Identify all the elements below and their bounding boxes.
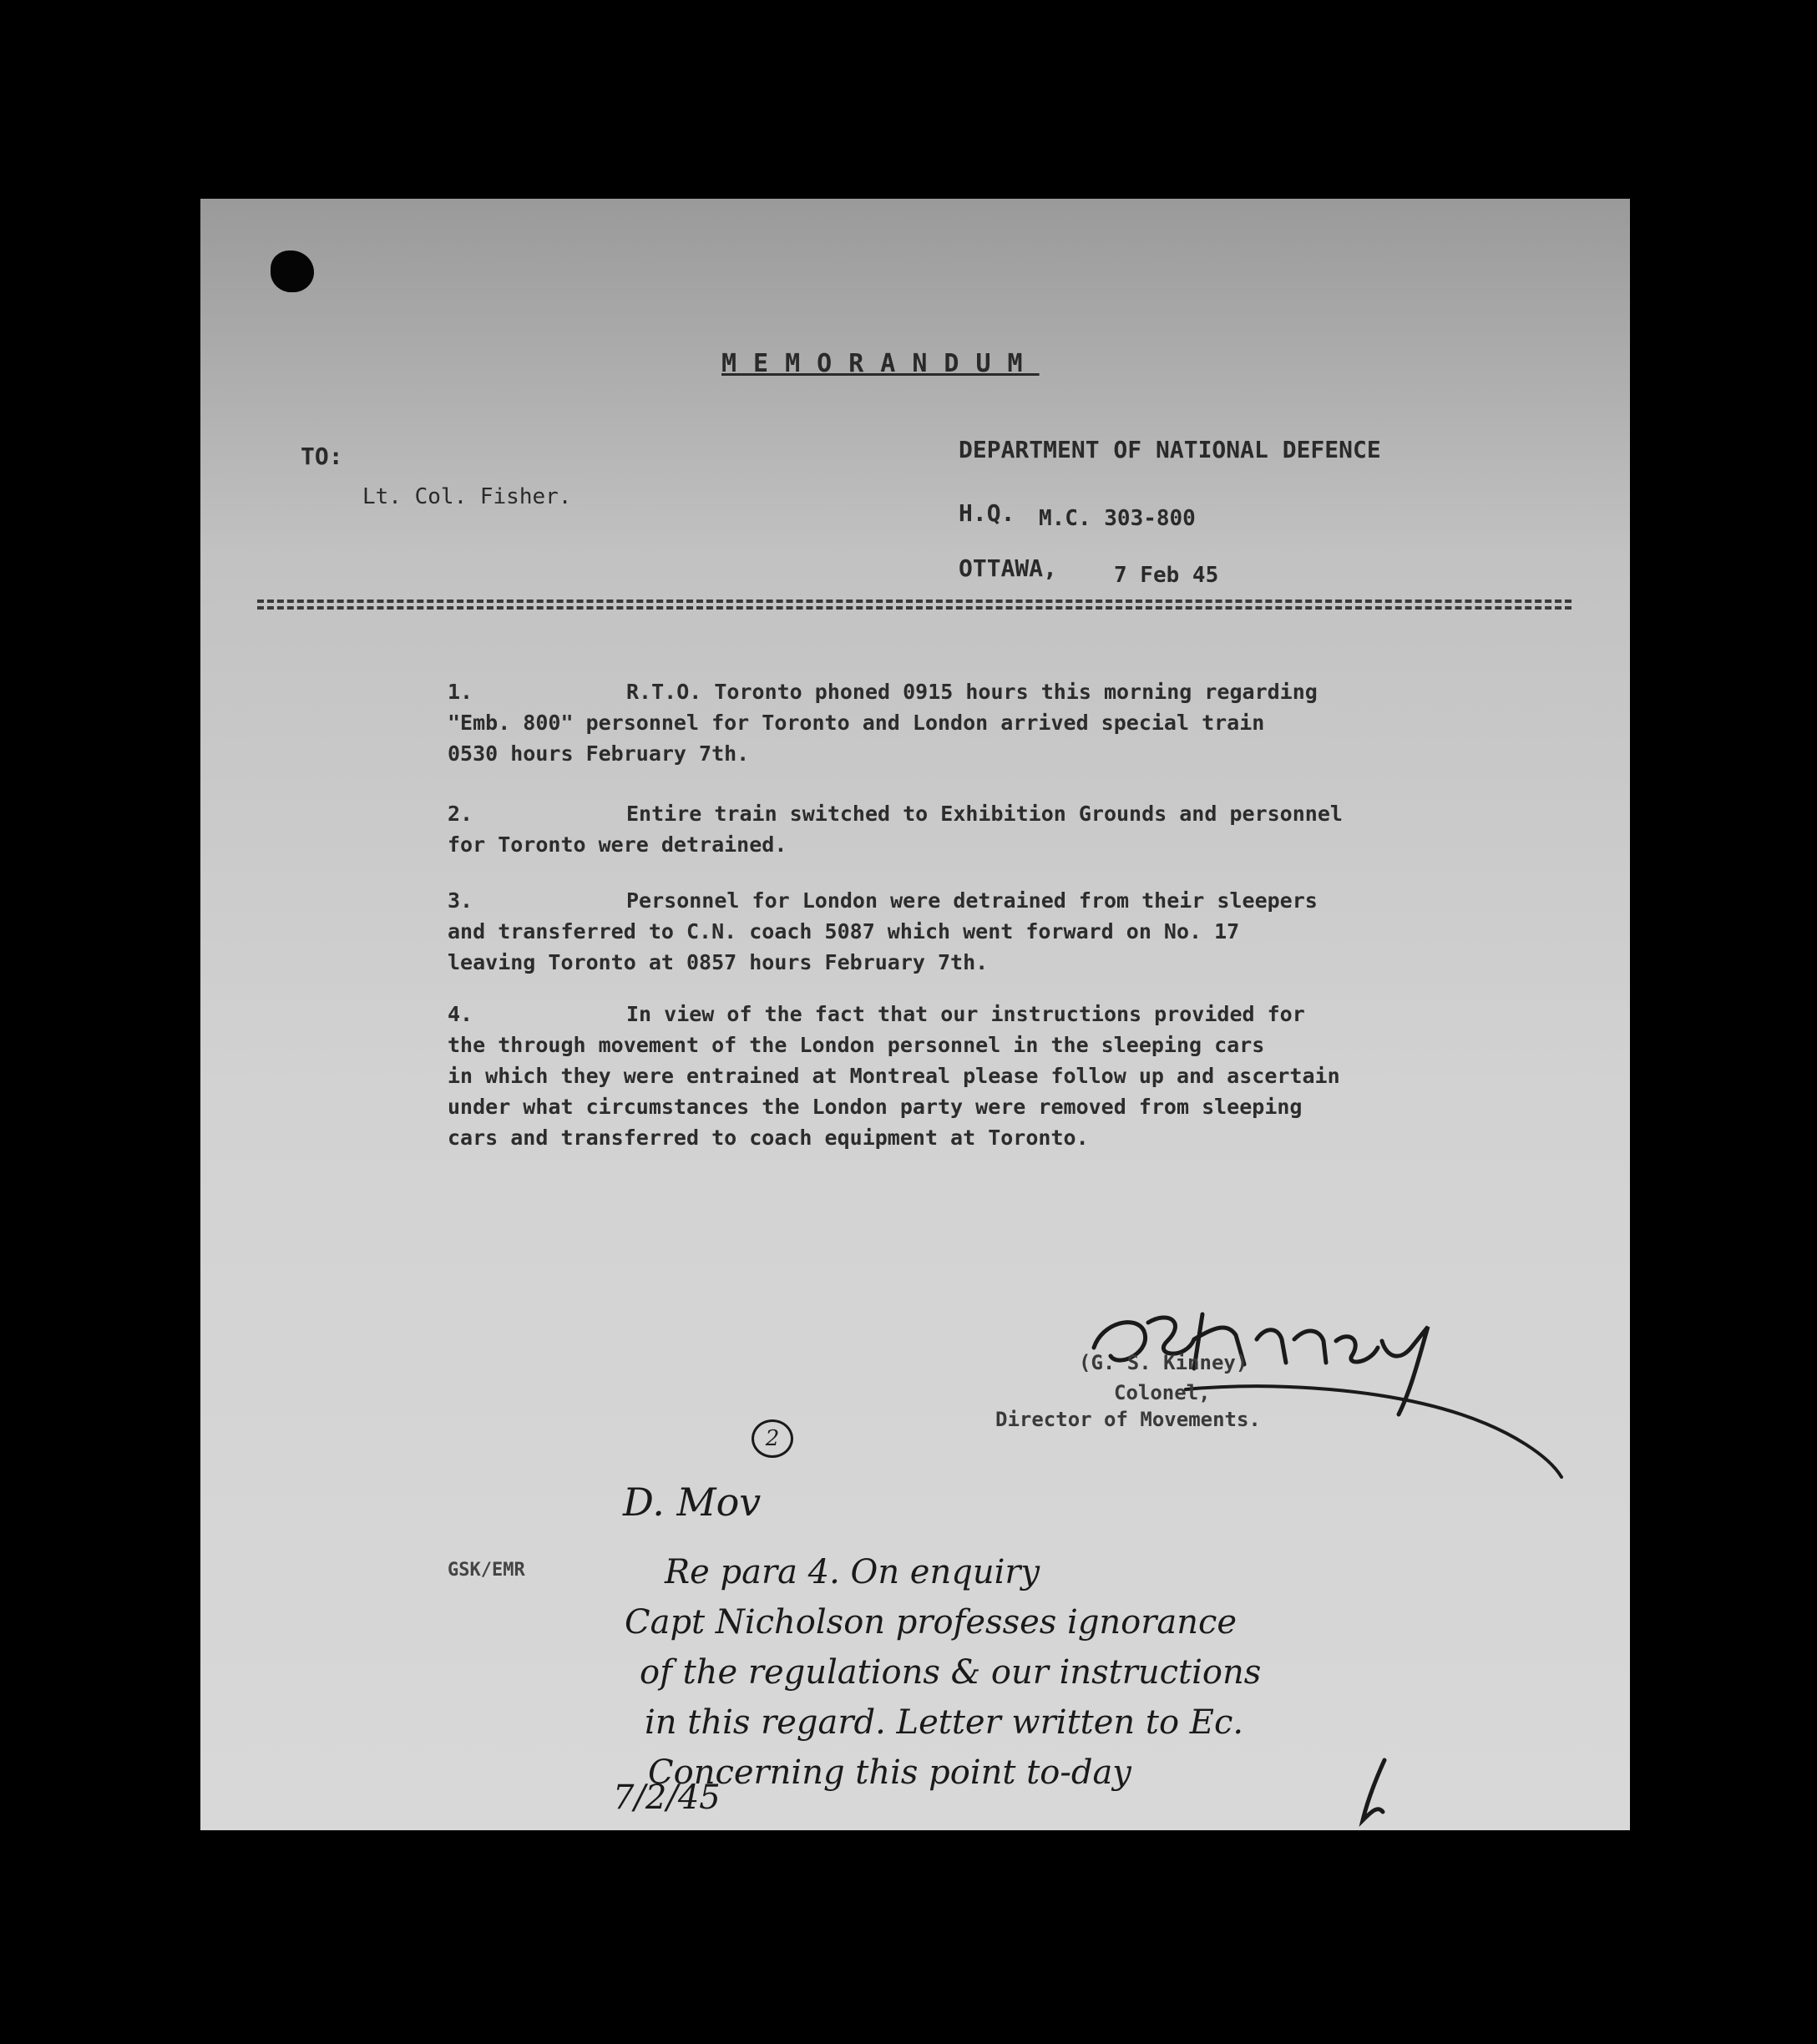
paragraph-line: R.T.O. Toronto phoned 0915 hours this morning regarding — [626, 680, 1318, 704]
paragraph-line: "Emb. 800" personnel for Toronto and London arrived special train — [448, 711, 1265, 735]
punch-hole — [271, 250, 314, 292]
paragraph-number: 2. — [448, 802, 473, 826]
paragraph-3 — [448, 885, 1500, 978]
file-number: M.C. 303-800 — [1039, 506, 1196, 531]
recipient-name: Lt. Col. Fisher. — [362, 484, 572, 509]
signatory-rank: Colonel, — [1114, 1381, 1211, 1404]
memorandum-page — [200, 199, 1630, 1830]
reference-initials: GSK/EMR — [448, 1560, 525, 1581]
paragraph-line: leaving Toronto at 0857 hours February 7th. — [448, 950, 989, 974]
memo-date: 7 Feb 45 — [1114, 563, 1219, 588]
handwritten-line: Capt Nicholson professes ignorance — [625, 1603, 1237, 1642]
paragraph-number: 3. — [448, 888, 473, 913]
paragraph-line: and transferred to C.N. coach 5087 which went forward on No. 17 — [448, 919, 1240, 944]
paragraph-line: in which they were entrained at Montreal please follow up and ascertain — [448, 1064, 1340, 1088]
handwritten-date: 7/2/45 — [613, 1778, 721, 1817]
paragraph-line: 0530 hours February 7th. — [448, 741, 750, 766]
handwritten-addressee: D. Mov — [623, 1480, 762, 1525]
paragraph-line: In view of the fact that our instructions provided for — [626, 1002, 1305, 1026]
paragraph-number: 1. — [448, 680, 473, 704]
paragraph-4 — [448, 999, 1500, 1153]
paragraph-line: under what circumstances the London party were removed from sleeping — [448, 1095, 1303, 1119]
signatory-name: (G. S. Kinney) — [1079, 1351, 1248, 1374]
paragraph-1 — [448, 676, 1500, 769]
handwritten-line: Re para 4. On enquiry — [665, 1553, 1040, 1591]
handwritten-line: Concerning this point to-day — [648, 1753, 1131, 1792]
header-divider — [257, 600, 1572, 603]
paragraph-line: the through movement of the London personnel in the sleeping cars — [448, 1033, 1265, 1057]
paragraph-line: for Toronto were detrained. — [448, 832, 787, 857]
memo-title: MEMORANDUM — [721, 349, 1040, 378]
paragraph-2 — [448, 798, 1500, 860]
paragraph-line: cars and transferred to coach equipment at Toronto. — [448, 1126, 1089, 1150]
department-heading: DEPARTMENT OF NATIONAL DEFENCE — [959, 436, 1381, 463]
handwritten-line: of the regulations & our instructions — [640, 1653, 1262, 1692]
hq-label: H.Q. — [959, 499, 1015, 527]
paragraph-line: Personnel for London were detrained from their sleepers — [626, 888, 1318, 913]
paragraph-line: Entire train switched to Exhibition Grounds and personnel — [626, 802, 1343, 826]
handwritten-circled-number: 2 — [752, 1419, 793, 1458]
paragraph-number: 4. — [448, 1002, 473, 1026]
signatory-title: Director of Movements. — [995, 1408, 1261, 1431]
handwritten-line: in this regard. Letter written to Ec. — [645, 1703, 1244, 1742]
header-divider-second — [257, 606, 1572, 610]
city-label: OTTAWA, — [959, 554, 1058, 582]
to-label: TO: — [301, 443, 343, 470]
handwritten-initial-mark — [1351, 1753, 1401, 1829]
